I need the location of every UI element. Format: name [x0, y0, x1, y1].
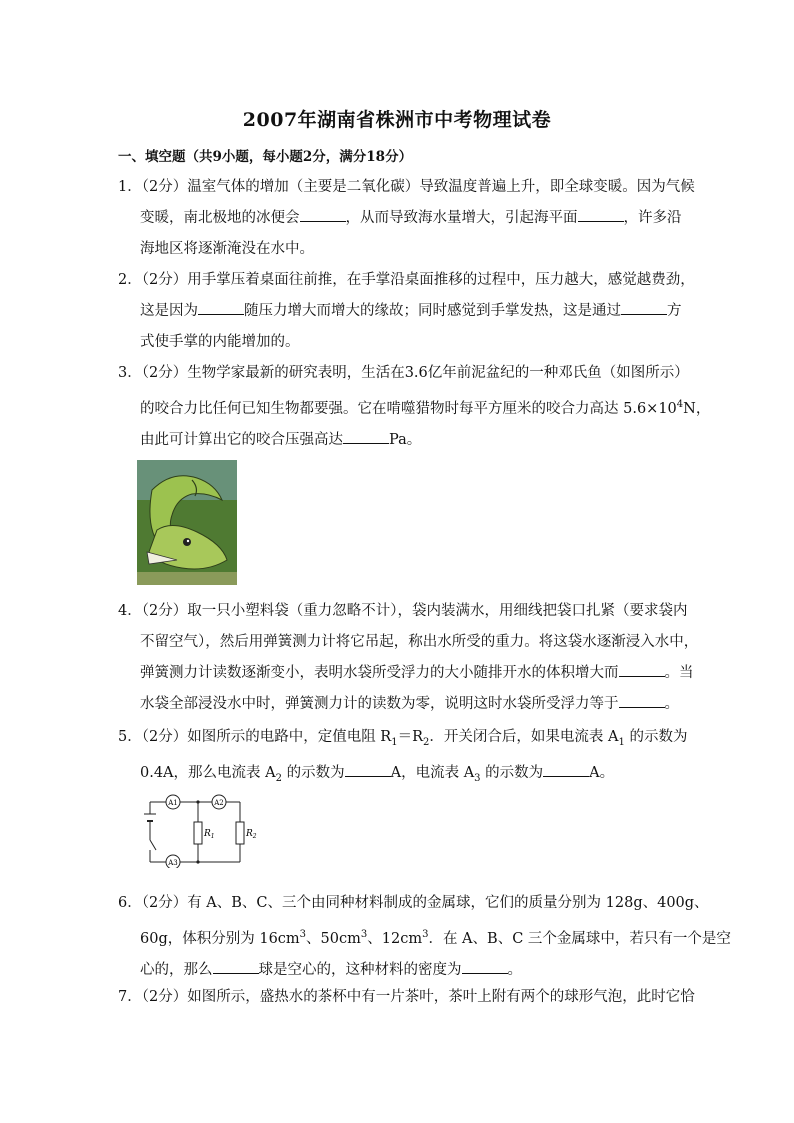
- q6-line3: 心的，那么 球是空心的，这种材料的密度为 。: [118, 955, 678, 986]
- resistor-r1-label: $R_1$: [204, 829, 215, 840]
- dunkleosteus-image: [137, 460, 237, 585]
- answer-blank[interactable]: [198, 300, 244, 315]
- question-1: [118, 172, 695, 265]
- question-3: [118, 358, 711, 456]
- question-6: [118, 888, 731, 986]
- question-2: [118, 265, 695, 358]
- q5-line2: 0.4A，那么电流表 $A_2$ 的示数为 A，电流表 $A_3$ 的示数为 A。: [118, 758, 678, 794]
- q4-line2: 不留空气），然后用弹簧测力计将它吊起，称出水所受的重力。将这袋水逐渐浸入水中，: [140, 634, 699, 650]
- answer-blank[interactable]: [621, 300, 667, 315]
- q3-line1: 3．（2分）生物学家最新的研究表明，生活在3.6亿年前泥盆纪的一种邓氏鱼（如图所示）: [118, 365, 689, 381]
- answer-blank[interactable]: [300, 207, 346, 222]
- q3-line2: 的咬合力比任何已知生物都要强。它在啃噬猎物时每平方厘米的咬合力高达 $5.6\times 10^4N$，: [140, 399, 711, 417]
- answer-blank[interactable]: [578, 207, 624, 222]
- ammeter-a2-label: A2: [214, 799, 224, 807]
- page-title: 2007年湖南省株洲市中考物理试卷: [242, 109, 552, 131]
- q4-line1: 4．（2分）取一只小塑料袋（重力忽略不计），袋内装满水，用细线把袋口扎紧（要求袋内: [118, 603, 688, 619]
- q6-line2: 60g，体积分别为 $16cm^3$、$50cm^3$、$12cm^3$．在 A、B、C 三个金属球中，若只有一个是空: [140, 929, 731, 947]
- q2-line1: 2．（2分）用手掌压着桌面往前推，在手掌沿桌面推移的过程中，压力越大，感觉越费劲，: [118, 272, 695, 288]
- question-5: [118, 722, 688, 794]
- q1-line2: 变暖，南北极地的冰便会 ，从而导致海水量增大，引起海平面 ，许多沿: [118, 203, 678, 234]
- ammeter-a1-label: A1: [168, 799, 178, 807]
- answer-blank[interactable]: [619, 693, 665, 708]
- answer-blank[interactable]: [462, 959, 508, 974]
- answer-blank[interactable]: [619, 662, 665, 677]
- answer-blank[interactable]: [343, 429, 389, 444]
- circuit-diagram: [138, 794, 270, 868]
- q1-line1: 1．（2分）温室气体的增加（主要是二氧化碳）导致温度普遍上升，即全球变暖。因为气候: [118, 179, 695, 195]
- ammeter-a3-label: A3: [168, 859, 178, 867]
- q4-line3: 弹簧测力计读数逐渐变小，表明水袋所受浮力的大小随排开水的体积增大而 。当: [118, 658, 678, 689]
- answer-blank[interactable]: [345, 762, 391, 777]
- q2-line2: 这是因为 随压力增大而增大的缘故；同时感觉到手掌发热，这是通过 方: [118, 296, 678, 327]
- q5-line1: 5．（2分）如图所示的电路中，定值电阻 $R_1=R_2$．开关闭合后，如果电流表 $A_1$ 的示数为: [118, 729, 688, 748]
- answer-blank[interactable]: [543, 762, 589, 777]
- resistor-r2-label: $R_2$: [246, 829, 257, 840]
- answer-blank[interactable]: [213, 959, 259, 974]
- section-heading: 一、填空题（共9小题，每小题2分，满分18分）: [118, 149, 413, 165]
- question-4: [118, 596, 699, 720]
- q2-line3: 式使手掌的内能增加的。: [140, 334, 300, 350]
- question-7: [118, 982, 695, 1013]
- q4-line4: 水袋全部浸没水中时，弹簧测力计的读数为零，说明这时水袋所受浮力等于 。: [118, 689, 678, 720]
- q1-line3: 海地区将逐渐淹没在水中。: [140, 241, 314, 257]
- q7-line1: 7．（2分）如图所示，盛热水的茶杯中有一片茶叶，茶叶上附有两个的球形气泡，此时它恰: [118, 989, 695, 1005]
- q6-line1: 6．（2分）有 A、B、C、三个由同种材料制成的金属球，它们的质量分别为 128g、400g、: [118, 895, 709, 911]
- q3-line3: 由此可计算出它的咬合压强高达 Pa。: [118, 425, 678, 456]
